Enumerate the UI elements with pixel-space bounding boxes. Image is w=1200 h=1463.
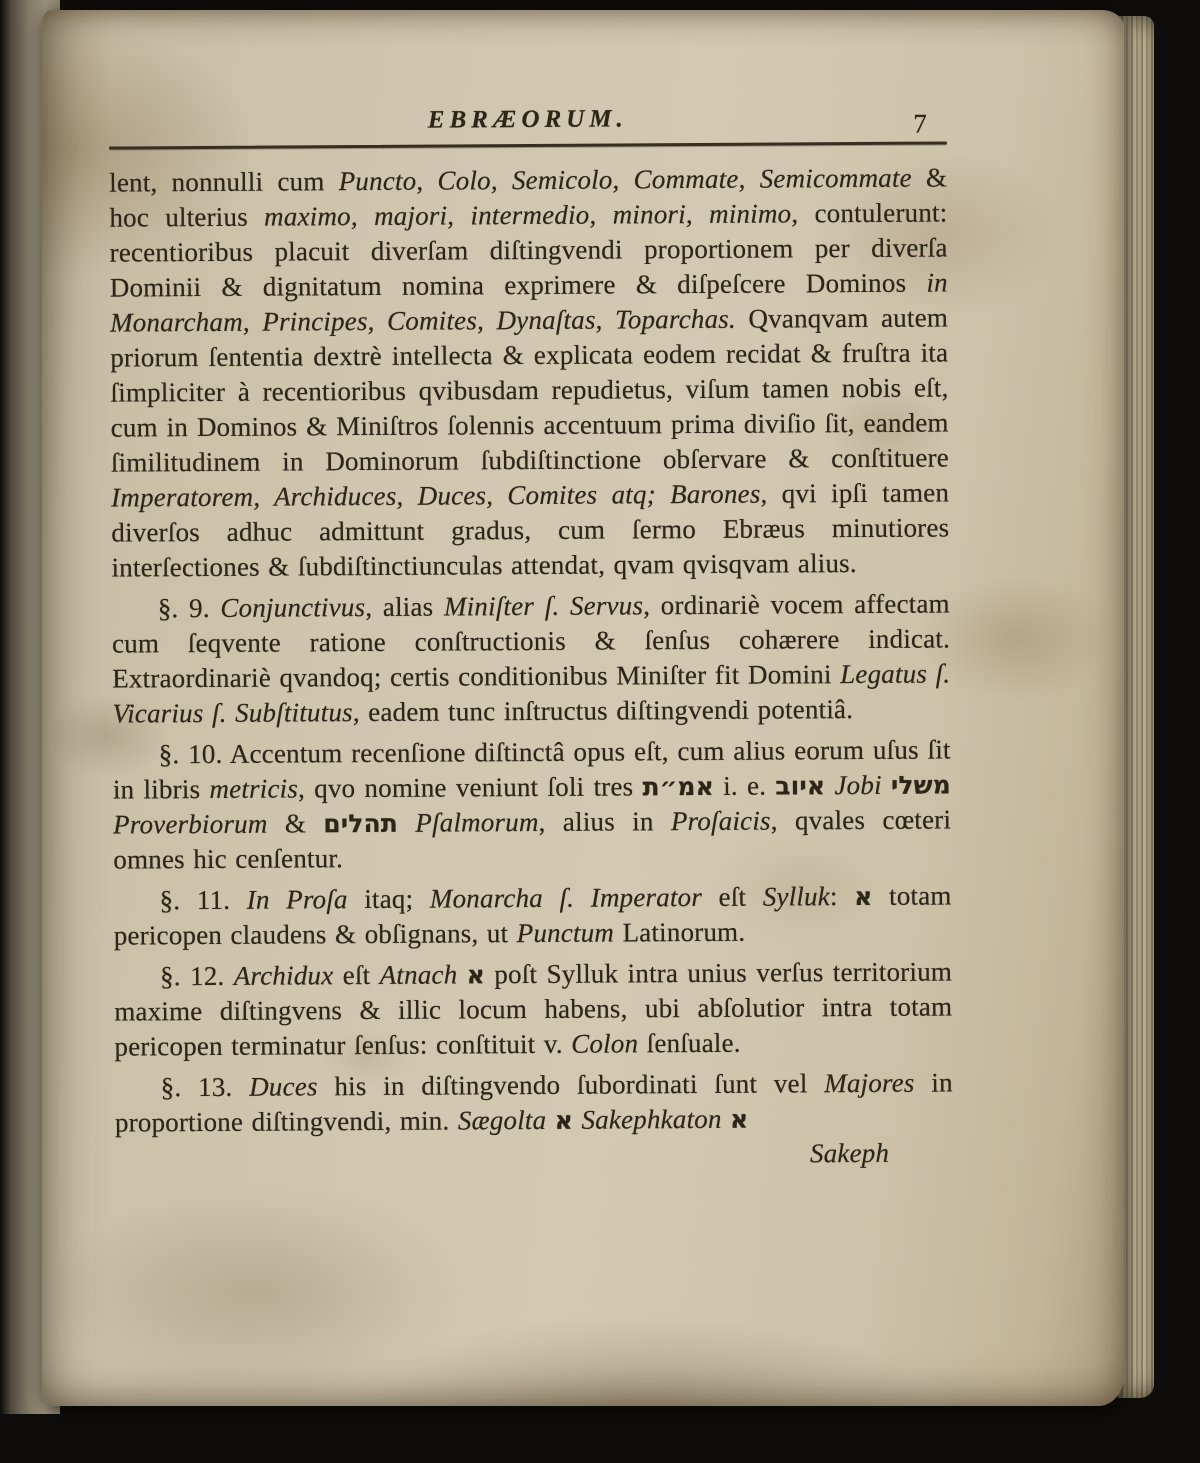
text-segment: Legatus ſ. Vicarius ſ. Subſtitutus [112,658,951,729]
paragraph-continuation [109,160,950,585]
text-segment: maximo, majori, intermedio, minori, minimo, [264,198,799,232]
text-segment: , alius in [538,806,672,837]
text-segment: poſt Sylluk intra unius verſus territorium maxime diſtingvens & illic locum habens, ubi abſolutior intra totam pericopen terminatur ſenſus: conſtituit v. [114,956,953,1062]
hebrew-text: תהלים [323,808,399,839]
text-segment: Latinorum. [613,916,746,948]
text-segment [546,1105,555,1135]
text-segment: In Proſa [246,884,348,915]
text-segment: Imperatorem, Archiduces, Duces, Comites atq; Barones, [111,478,768,513]
text-segment: ſenſuale. [638,1027,741,1059]
text-segment: Punctum [516,917,615,949]
text-segment: , alias [365,591,445,623]
text-segment: Atnach [379,959,458,990]
text-segment: Puncto, Colo, Semicolo, Commate, Semicommate [338,162,912,197]
text-segment: contulerunt: recentioribus placuit diverſam diſtingvendi proportionem per diverſa Dominii & dignitatum nomina exprimere & diſpeſcere Dominos [109,197,948,303]
text-segment: Proſaicis [670,805,771,837]
text-segment: Sylluk [762,881,831,912]
hebrew-text: א [854,881,873,912]
text-segment: §. 11. [159,884,247,916]
text-segment [722,1104,731,1134]
text-segment: & [267,808,324,839]
text-segment: : [829,881,855,912]
running-header: EBRÆORUM. [427,105,628,134]
text-segment: his in diſtingvendo ſubordinati ſunt vel [317,1068,825,1102]
text-segment: Colon [571,1028,639,1059]
text-segment: in Monarcham, Principes, Comites, Dynaſtas, Toparchas. [109,267,948,338]
text-segment: Monarcha ſ. Imperator [429,881,703,914]
running-header-row [109,103,947,142]
text-segment: , qvales cœteri omnes hic cenſentur. [113,804,952,875]
paragraph-section-13 [115,1065,953,1140]
text-segment: , ordinariè vocem affectam cum ſeqvente ratione conſtructionis & ſenſus cohærere indicat. Extraordinariè qvandoq; certis conditionibus Miniſter fit Domini [111,588,951,694]
text-segment: Duces [249,1071,318,1102]
paragraph-section-9 [112,586,951,731]
page-paper [42,10,1124,1406]
text-segment: Proverbiorum [113,808,268,840]
text-segment: §. 12. [159,960,234,992]
paragraph-section-10 [113,732,952,877]
hebrew-text: א [554,1105,574,1135]
text-segment: Sakeph [809,1137,890,1169]
text-segment: Archidux [233,960,334,991]
text-segment: §. 10. Accentum recenſione diſtinctâ opus eſt, cum alius eorum uſus ſit in libris [112,734,951,805]
text-segment: Jobi [825,769,892,801]
text-segment: Sægolta [457,1104,547,1136]
text-segment: i. e. [713,770,776,801]
text-segment: Miniſter ſ. Servus [443,590,644,622]
text-block [109,160,953,1175]
text-segment: Conjunctivus [220,592,366,623]
text-segment [573,1105,582,1135]
hebrew-text: א [729,1104,749,1134]
hebrew-text: אמ״ת [642,771,715,802]
hebrew-text: איוב [775,771,826,801]
paragraph-section-11 [113,878,951,953]
text-segment: lent, nonnulli cum [109,166,339,198]
text-segment: Pſalmorum [397,806,539,838]
text-segment: totam pericopen claudens & obſignans, ut [113,880,952,951]
text-segment: in proportione diſtingvendi, min. [114,1067,953,1138]
page-content [109,103,954,1175]
text-segment: , qvo nomine veniunt ſoli tres [297,771,643,804]
text-segment: qvi ipſi tamen diverſos adhuc admittunt gradus, cum ſermo Ebræus minutiores interſectiones & ſubdiſtinctiunculas attendat, qvam qvisqvam alius. [111,477,950,583]
paragraph-section-12 [114,954,953,1064]
text-segment: eſt [333,959,380,991]
text-segment: Sakephkaton [581,1103,722,1135]
text-segment: eſt [701,881,763,912]
text-segment: §. 13. [160,1071,250,1103]
hebrew-text: א [466,960,486,990]
text-segment: metricis [209,773,299,804]
hebrew-text: משלי [890,770,951,800]
text-segment: & hoc ulterius [109,162,948,233]
page-number: 7 [913,108,927,139]
text-segment: itaq; [347,883,430,915]
text-segment: , eadem tunc inſtructus diſtingvendi potentiâ. [352,694,854,728]
text-segment: §. 9. [157,592,221,624]
text-segment: Qvanqvam autem priorum ſententia dextrè intellecta & explicata eodem recidat & fruſtra ita ſimpliciter à recentioribus qvibusdam repudietus, viſum tamen nobis eſt, cum in Dominos & Miniſtros ſolennis accentuum prima diviſio ſit, eandem ſimilitudinem in Dominorum ſubdiſtinctione obſervare & conſtituere [110,302,949,478]
header-rule [109,141,947,149]
text-segment [457,959,467,989]
text-segment: Majores [824,1067,915,1099]
catchword [115,1135,953,1175]
